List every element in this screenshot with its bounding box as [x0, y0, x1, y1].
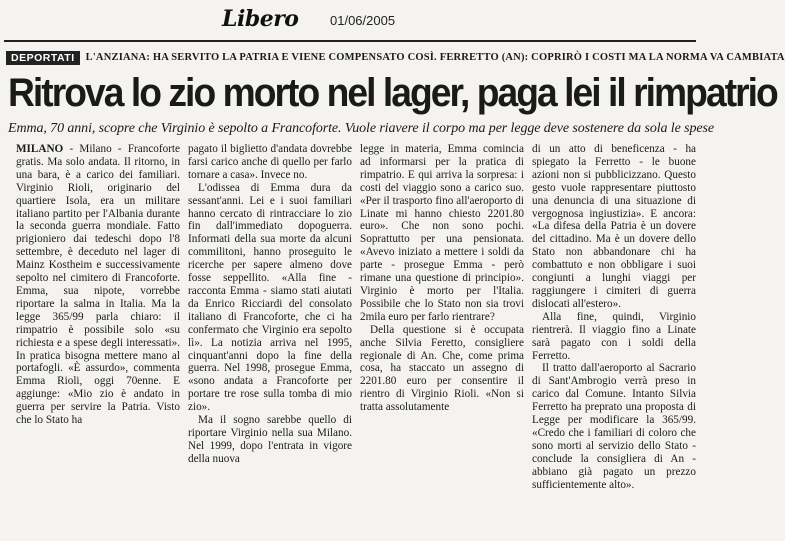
section-tag: DEPORTATI — [6, 51, 80, 65]
paragraph: di un atto di beneficenza - ha spiegato la Ferretto - le buone azioni non si pubblicizzano. Questo gesto vuole rappresentare piuttosto una denuncia di una situazione di vergognosa ingiustizia». E ancora: «La difesa della Patria è un dovere del cittadino. Ma è un dovere dello Stato non abbandonare chi ha combattuto e non obbligare i suoi congiunti a lunghi viaggi per raggiungere i cimiteri di guerra dislocati all'estero». — [532, 143, 696, 310]
article-column-2 — [188, 143, 352, 539]
paragraph: legge in materia, Emma comincia ad informarsi per la pratica di rimpatrio. E qui arriva la sorpresa: i costi del viaggio sono a carico suo. «Per il trasporto fino all'aeroporto di Linate mi hanno chiesto 2201.80 euro». Che non sono pochi. Soprattutto per una pensionata. «Avevo iniziato a mettere i soldi da parte - prosegue Emma - però rimane una questione di principio». Virginio è morto per l'Italia. Possibile che lo Stato non sia trovi 2mila euro per farlo rientrare? — [360, 143, 524, 323]
article-column-3 — [360, 143, 524, 539]
newspaper-logo: Libero — [222, 6, 299, 32]
paragraph: Della questione si è occupata anche Silvia Feretto, consigliere regionale di An. Che, come prima cosa, ha staccato un assegno di 2201.80 euro per consentire il rientro di Virginio Rioli. «Non si tratta assolutamente — [360, 323, 524, 414]
subhead: Emma, 70 anni, scopre che Virginio è sepolto a Francoforte. Vuole riavere il corpo ma per legge deve sostenere da sola le spese — [8, 121, 714, 136]
article-column-4 — [532, 143, 696, 539]
paragraph: L'odissea di Emma dura da sessant'anni. Lei e i suoi familiari hanno cercato di rintracciare lo zio fin dall'immediato dopoguerra. Informati della sua morte da alcuni commilitoni, hanno proseguito le ricerche per sapere almeno dove fosse seppellito. «Alla fine - racconta Emma - siamo stati aiutati da Enrico Ricciardi del consolato italiano di Francoforte, che ci ha confermato che Virginio era sepolto lì». La notizia arriva nel 1995, cinquant'anni dopo la fine della guerra. Nel 1998, prosegue Emma, «sono andata a Francoforte per portare tre rose sulla tomba di mio zio». — [188, 181, 352, 414]
dateline: MILANO — [16, 143, 64, 155]
article-column-1 — [16, 143, 180, 539]
paragraph: MILANO - Milano - Francoforte gratis. Ma solo andata. Il ritorno, in una bara, è a carico dei familiari. Virginio Rioli, originario del quartiere Isola, era un militare italiano partito per l'Albania durante la seconda guerra mondiale. Fatto prigioniero dai tedeschi dopo l'8 settembre, è deceduto nel lager di Mainz Kostheim e successivamente sepolto nel cimitero di Francoforte. Emma, sua nipote, vorrebbe riportare la salma in Italia. Ma la legge 365/99 parla chiaro: il rimpatrio è possibile solo «su richiesta e a spese degli interessati». In pratica bisogna mettere mano al portafogli. «È assurdo», commenta Emma Rioli, oggi 70enne. E aggiunge: «Mio zio è andato in guerra per servire la Patria. Visto che lo Stato ha — [16, 143, 181, 427]
kicker-row — [6, 49, 785, 65]
masthead — [0, 0, 700, 38]
article-body — [16, 143, 696, 539]
top-rule — [4, 40, 696, 42]
publication-date: 01/06/2005 — [330, 13, 396, 28]
paragraph: pagato il biglietto d'andata dovrebbe farsi carico anche di quello per farlo tornare a casa». Invece no. — [188, 143, 352, 181]
paragraph: Alla fine, quindi, Virginio rientrerà. Il viaggio fino a Linate sarà pagato con i soldi della Ferretto. — [532, 310, 696, 362]
headline: Ritrova lo zio morto nel lager, paga lei il rimpatrio — [8, 71, 777, 115]
paragraph: Il tratto dall'aeroporto al Sacrario di Sant'Ambrogio verrà preso in carico dal Comune. Intanto Silvia Ferretto ha preprato una proposta di Legge per modificare la 365/99. «Credo che i familiari di coloro che sono morti al servizio dello Stato - conclude la consigliera di An - abbiano già pagato un prezzo sufficientemente alto». — [532, 362, 696, 491]
kicker: L'ANZIANA: HA SERVITO LA PATRIA E VIENE COMPENSATO COSÌ. FERRETTO (AN): COPRIRÒ I COSTI MA LA NORMA VA CAMBIATA — [85, 52, 785, 64]
paragraph: Ma il sogno sarebbe quello di riportare Virginio nella sua Milano. Nel 1999, dopo l'entrata in vigore della nuova — [188, 414, 352, 465]
